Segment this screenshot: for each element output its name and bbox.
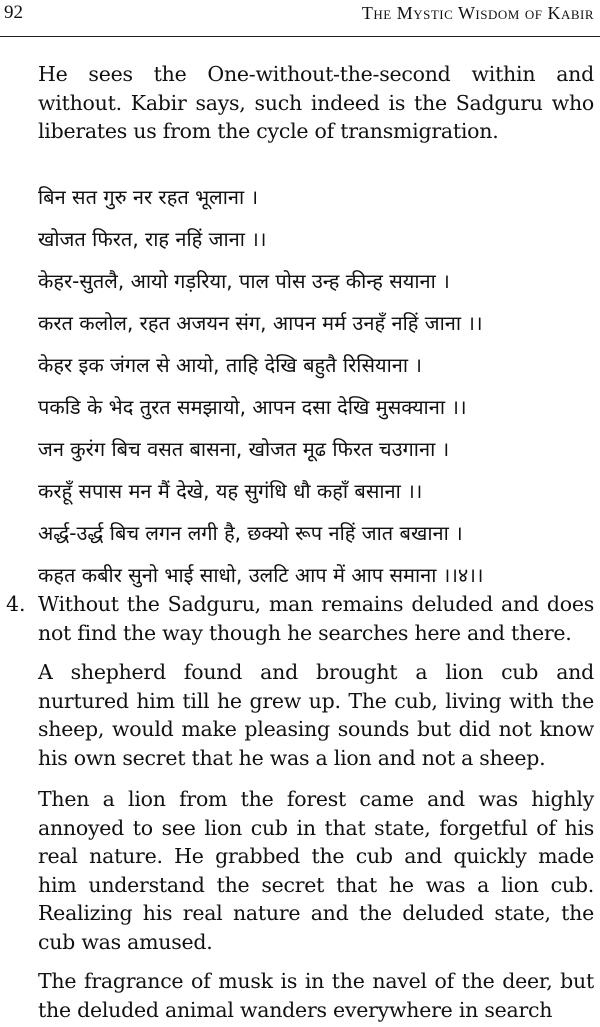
verse-line: करहूँ सपास मन मैं देखे, यह सुगंधि धौ कहाँ बसाना ।।: [38, 479, 423, 503]
item-paragraph: A shepherd found and brought a lion cub and nurtured him till he grew up. The cub, living with the sheep, would make pleasing sounds but did not know his own secret that he was a lion and not a sheep.: [38, 660, 594, 770]
verse-line: केहर इक जंगल से आयो, ताहि देखि बहुतै रिसियाना ।: [38, 353, 422, 377]
verse-line: खोजत फिरत, राह नहिं जाना ।।: [38, 227, 267, 251]
verse-line: अर्द्ध-उर्द्ध बिच लगन लगी है, छक्यो रूप नहिं जात बखाना ।: [38, 521, 463, 545]
verse-line: जन कुरंग बिच वसत बासना, खोजत मूढ फिरत चउगाना ।: [38, 437, 450, 461]
verse-line: केहर-सुतलै, आयो गड़रिया, पाल पोस उन्ह कीन्ह सयाना ।: [38, 269, 450, 293]
item-paragraph: The fragrance of musk is in the navel of the deer, but the deluded animal wanders everywhere in search: [38, 969, 594, 1022]
page-header: [0, 0, 600, 37]
page-number: 92: [4, 2, 23, 23]
item-number: 4.: [6, 592, 26, 616]
verse-line: बिन सत गुरु नर रहत भूलाना ।: [38, 185, 259, 209]
running-title: The Mystic Wisdom of Kabir: [361, 3, 594, 23]
item-paragraph: Without the Sadguru, man remains deluded and does not find the way though he searches here and there.: [38, 592, 594, 645]
item-paragraph: Then a lion from the forest came and was highly annoyed to see lion cub in that state, forgetful of his real nature. He grabbed the cub and quickly made him understand the secret that he was a lion cub. Realizing his real nature and the deluded state, the cub was amused.: [38, 787, 594, 954]
verse-line: करत कलोल, रहत अजयन संग, आपन मर्म उनहँ नहिं जाना ।।: [38, 311, 483, 335]
verse-line: पकडि के भेद तुरत समझायो, आपन दसा देखि मुसक्याना ।।: [38, 395, 467, 419]
hindi-verse: [38, 176, 594, 596]
intro-paragraph: He sees the One-without-the-second within and without. Kabir says, such indeed is the Sadguru who liberates us from the cycle of transmigration.: [38, 62, 594, 143]
verse-line: कहत कबीर सुनो भाई साधो, उलटि आप में आप समाना ।।४।।: [38, 563, 484, 587]
